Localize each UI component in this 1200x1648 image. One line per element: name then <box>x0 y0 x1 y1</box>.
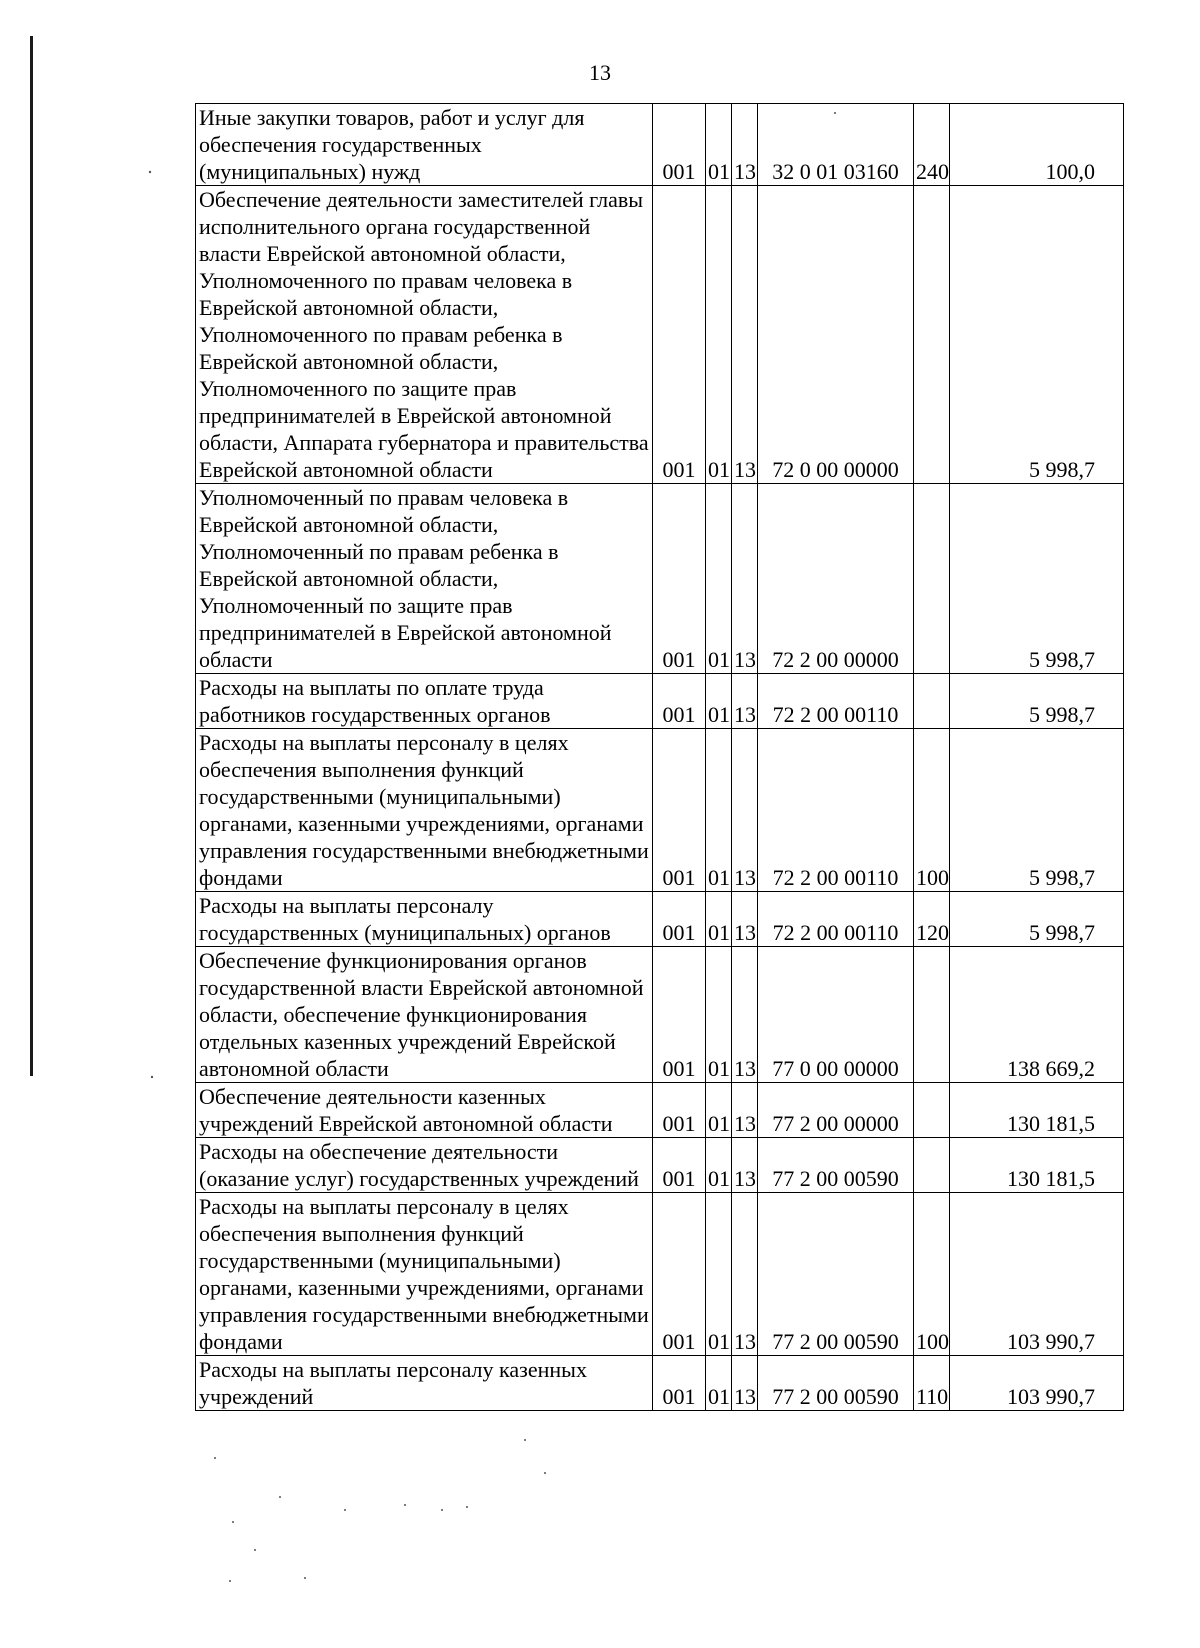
target-item-code-cell: 77 0 00 00000 <box>758 947 914 1083</box>
amount-cell: 138 669,2 <box>950 947 1124 1083</box>
target-item-code-cell: 72 0 00 00000 <box>758 186 914 484</box>
ministry-code-cell: 001 <box>653 1138 706 1193</box>
target-item-code-cell: 32 0 01 03160 <box>758 104 914 186</box>
section-code-cell: 01 <box>706 892 732 947</box>
expense-type-code-cell: 240 <box>914 104 950 186</box>
subsection-code-cell: 13 <box>732 1138 758 1193</box>
row-name-cell: Расходы на выплаты персоналу государственных (муниципальных) органов <box>196 892 653 947</box>
section-code-cell: 01 <box>706 1083 732 1138</box>
section-code-cell: 01 <box>706 674 732 729</box>
amount-cell: 5 998,7 <box>950 484 1124 674</box>
row-name-cell: Расходы на выплаты персоналу казенных учреждений <box>196 1356 653 1411</box>
subsection-code-cell: 13 <box>732 1083 758 1138</box>
subsection-code-cell: 13 <box>732 186 758 484</box>
subsection-code-cell: 13 <box>732 947 758 1083</box>
ministry-code-cell: 001 <box>653 729 706 892</box>
target-item-code-cell: 72 2 00 00000 <box>758 484 914 674</box>
ministry-code-cell: 001 <box>653 892 706 947</box>
amount-cell: 5 998,7 <box>950 729 1124 892</box>
row-name-cell: Расходы на выплаты персоналу в целях обеспечения выполнения функций государственными (муниципальными) органами, казенными учреждениями, органами управления государственными внебюджетными фондами <box>196 1193 653 1356</box>
amount-cell: 103 990,7 <box>950 1193 1124 1356</box>
ministry-code-cell: 001 <box>653 1193 706 1356</box>
amount-cell: 100,0 <box>950 104 1124 186</box>
row-name-cell: Уполномоченный по правам человека в Еврейской автономной области, Уполномоченный по правам ребенка в Еврейской автономной области, Уполномоченный по защите прав предпринимателей в Еврейской автономной области <box>196 484 653 674</box>
section-code-cell: 01 <box>706 104 732 186</box>
ministry-code-cell: 001 <box>653 186 706 484</box>
amount-cell: 5 998,7 <box>950 674 1124 729</box>
target-item-code-cell: 77 2 00 00000 <box>758 1083 914 1138</box>
row-name-cell: Иные закупки товаров, работ и услуг для обеспечения государственных (муниципальных) нужд <box>196 104 653 186</box>
expense-type-code-cell: 100 <box>914 729 950 892</box>
row-name-cell: Обеспечение деятельности заместителей главы исполнительного органа государственной власти Еврейской автономной области, Уполномоченного по правам человека в Еврейской автономной области, Уполномоченного по правам ребенка в Еврейской автономной области, Уполномоченного по защите прав предпринимателей в Еврейской автономной области, Аппарата губернатора и правительства Еврейской автономной области <box>196 186 653 484</box>
subsection-code-cell: 13 <box>732 1356 758 1411</box>
section-code-cell: 01 <box>706 1138 732 1193</box>
amount-cell: 103 990,7 <box>950 1356 1124 1411</box>
expense-type-code-cell: 120 <box>914 892 950 947</box>
subsection-code-cell: 13 <box>732 484 758 674</box>
subsection-code-cell: 13 <box>732 674 758 729</box>
ministry-code-cell: 001 <box>653 104 706 186</box>
row-name-cell: Расходы на выплаты по оплате труда работников государственных органов <box>196 674 653 729</box>
target-item-code-cell: 77 2 00 00590 <box>758 1138 914 1193</box>
expense-type-code-cell: 110 <box>914 1356 950 1411</box>
row-name-cell: Обеспечение деятельности казенных учреждений Еврейской автономной области <box>196 1083 653 1138</box>
target-item-code-cell: 77 2 00 00590 <box>758 1356 914 1411</box>
subsection-code-cell: 13 <box>732 1193 758 1356</box>
target-item-code-cell: 77 2 00 00590 <box>758 1193 914 1356</box>
ministry-code-cell: 001 <box>653 1083 706 1138</box>
ministry-code-cell: 001 <box>653 484 706 674</box>
ministry-code-cell: 001 <box>653 1356 706 1411</box>
subsection-code-cell: 13 <box>732 892 758 947</box>
amount-cell: 5 998,7 <box>950 186 1124 484</box>
page-number: 13 <box>589 60 611 85</box>
section-code-cell: 01 <box>706 1356 732 1411</box>
amount-cell: 5 998,7 <box>950 892 1124 947</box>
row-name-cell: Расходы на выплаты персоналу в целях обеспечения выполнения функций государственными (муниципальными) органами, казенными учреждениями, органами управления государственными внебюджетными фондами <box>196 729 653 892</box>
section-code-cell: 01 <box>706 484 732 674</box>
target-item-code-cell: 72 2 00 00110 <box>758 892 914 947</box>
amount-cell: 130 181,5 <box>950 1083 1124 1138</box>
section-code-cell: 01 <box>706 947 732 1083</box>
amount-cell: 130 181,5 <box>950 1138 1124 1193</box>
ministry-code-cell: 001 <box>653 674 706 729</box>
expense-type-code-cell: 100 <box>914 1193 950 1356</box>
section-code-cell: 01 <box>706 1193 732 1356</box>
row-name-cell: Расходы на обеспечение деятельности (оказание услуг) государственных учреждений <box>196 1138 653 1193</box>
subsection-code-cell: 13 <box>732 104 758 186</box>
section-code-cell: 01 <box>706 729 732 892</box>
target-item-code-cell: 72 2 00 00110 <box>758 674 914 729</box>
target-item-code-cell: 72 2 00 00110 <box>758 729 914 892</box>
row-name-cell: Обеспечение функционирования органов государственной власти Еврейской автономной области, обеспечение функционирования отдельных казенных учреждений Еврейской автономной области <box>196 947 653 1083</box>
section-code-cell: 01 <box>706 186 732 484</box>
subsection-code-cell: 13 <box>732 729 758 892</box>
ministry-code-cell: 001 <box>653 947 706 1083</box>
